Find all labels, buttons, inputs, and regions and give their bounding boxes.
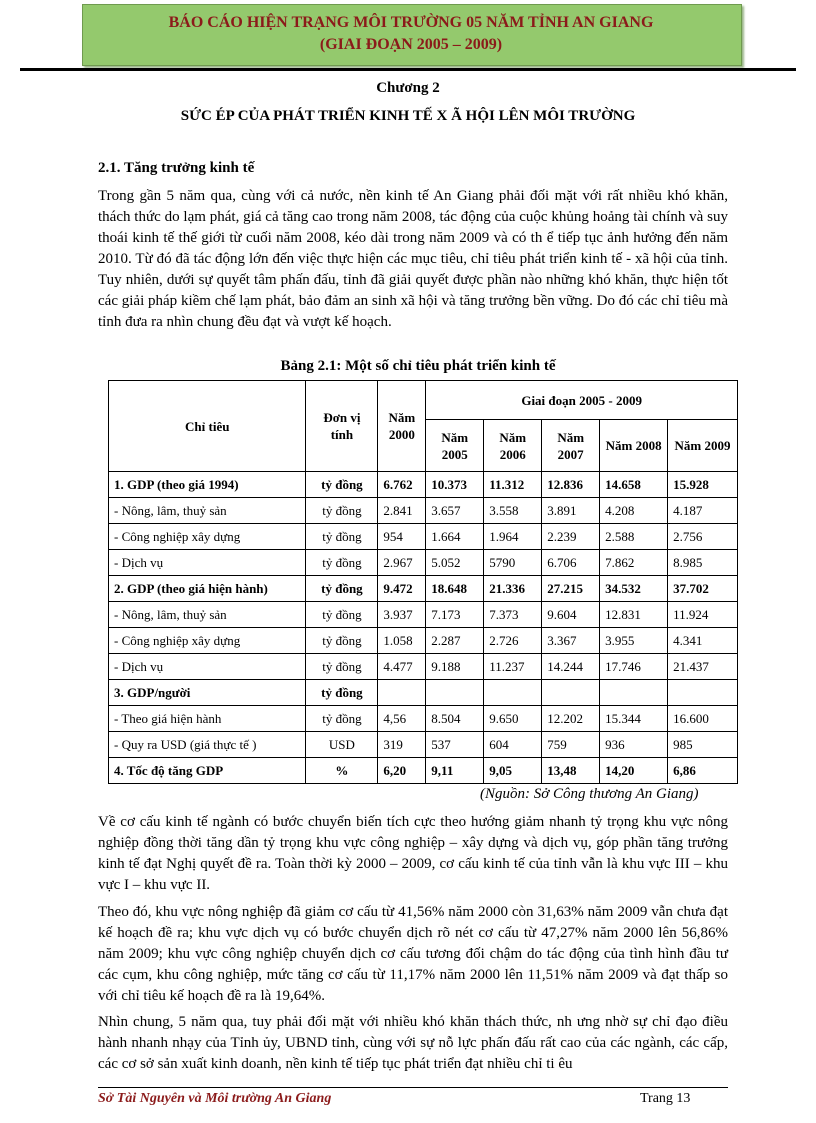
row-value: 37.702 [668, 576, 738, 602]
row-unit: tỷ đồng [306, 706, 378, 732]
table-row [109, 680, 738, 706]
row-value: 985 [668, 732, 738, 758]
row-value: 14.658 [600, 472, 668, 498]
row-value: 2.588 [600, 524, 668, 550]
row-label: 4. Tốc độ tăng GDP [109, 758, 306, 784]
chapter-number: Chương 2 [376, 80, 440, 96]
table-row [109, 576, 738, 602]
row-value: 14,20 [600, 758, 668, 784]
row-value: 6,86 [668, 758, 738, 784]
header-period: Giai đoạn 2005 - 2009 [426, 381, 738, 420]
row-value: 4.341 [668, 628, 738, 654]
row-value [668, 680, 738, 706]
row-value: 7.862 [600, 550, 668, 576]
row-label: 2. GDP (theo giá hiện hành) [109, 576, 306, 602]
header-year-2000: Năm 2000 [378, 381, 426, 472]
row-value: 13,48 [542, 758, 600, 784]
row-label: - Theo giá hiện hành [109, 706, 306, 732]
row-label: - Dịch vụ [109, 654, 306, 680]
row-value: 5.052 [426, 550, 484, 576]
header-divider [20, 68, 796, 71]
paragraph-3: Theo đó, khu vực nông nghiệp đã giảm cơ cấu từ 41,56% năm 2000 còn 31,63% năm 2009 vẫn chưa đạt kế hoạch đề ra; khu vực dịch vụ có bước chuyển dịch rõ nét cơ cấu từ 47,27% năm 2000 lên 56,86% năm 2009; khu vực công nghiệp chuyển dịch cơ cấu tương đối chậm do tác động của tình hình đầu tư các cụm, khu công nghiệp, mức tăng cơ cấu từ 11,17% năm 2000 lên 11,51% năm 2009 và đạt thấp so với chỉ tiêu kế hoạch đề ra là 19,64%. [98, 904, 728, 1004]
row-unit: tỷ đồng [306, 498, 378, 524]
section-heading: 2.1. Tăng trưởng kinh tế [98, 160, 255, 176]
row-unit: tỷ đồng [306, 550, 378, 576]
header-year-2007: Năm 2007 [542, 420, 600, 472]
row-value: 3.367 [542, 628, 600, 654]
table-caption: Bảng 2.1: Một số chỉ tiêu phát triển kinh tế [280, 358, 556, 374]
row-value: 936 [600, 732, 668, 758]
economic-indicators-table [108, 380, 738, 784]
table-row [109, 706, 738, 732]
row-value: 1.058 [378, 628, 426, 654]
row-unit: % [306, 758, 378, 784]
row-unit: tỷ đồng [306, 680, 378, 706]
row-value: 4.208 [600, 498, 668, 524]
row-label: 1. GDP (theo giá 1994) [109, 472, 306, 498]
row-value: 7.373 [484, 602, 542, 628]
row-value: 6,20 [378, 758, 426, 784]
row-label: - Công nghiệp xây dựng [109, 524, 306, 550]
paragraph-4: Nhìn chung, 5 năm qua, tuy phải đối mặt với nhiều khó khăn thách thức, nh ưng nhờ sự chỉ đạo điều hành nhanh nhạy của Tỉnh ủy, UBND tỉnh, cùng với sự nỗ lực phấn đấu rất cao của các ngành, các cấp, các cơ sở sản xuất kinh doanh, nền kinh tế tiếp tục phát triển đạt nhiều chỉ ti êu [98, 1014, 728, 1072]
row-value: 1.664 [426, 524, 484, 550]
row-unit: tỷ đồng [306, 628, 378, 654]
header-indicator: Chỉ tiêu [109, 381, 306, 472]
row-value: 2.967 [378, 550, 426, 576]
row-value [484, 680, 542, 706]
header-year-2009: Năm 2009 [668, 420, 738, 472]
table-row [109, 524, 738, 550]
row-value: 604 [484, 732, 542, 758]
table-row [109, 550, 738, 576]
report-title: BÁO CÁO HIỆN TRẠNG MÔI TRƯỜNG 05 NĂM TỈNH AN GIANG [168, 14, 654, 31]
table-source: (Nguồn: Sở Công thương An Giang) [480, 786, 699, 802]
row-value: 2.726 [484, 628, 542, 654]
footer-divider [98, 1087, 728, 1088]
row-value: 12.831 [600, 602, 668, 628]
row-label: - Công nghiệp xây dựng [109, 628, 306, 654]
row-unit: USD [306, 732, 378, 758]
report-period: (GIAI ĐOẠN 2005 – 2009) [319, 36, 503, 53]
table-row [109, 498, 738, 524]
row-value: 2.756 [668, 524, 738, 550]
row-value: 9.650 [484, 706, 542, 732]
row-value: 537 [426, 732, 484, 758]
row-value: 5790 [484, 550, 542, 576]
row-value: 9,05 [484, 758, 542, 784]
row-value: 10.373 [426, 472, 484, 498]
table-row [109, 732, 738, 758]
row-value: 9.472 [378, 576, 426, 602]
row-value [378, 680, 426, 706]
report-header [82, 12, 740, 56]
row-value: 17.746 [600, 654, 668, 680]
table-row [109, 654, 738, 680]
row-value: 8.985 [668, 550, 738, 576]
row-value [600, 680, 668, 706]
row-value: 9,11 [426, 758, 484, 784]
row-label: - Quy ra USD (giá thực tế ) [109, 732, 306, 758]
row-value: 27.215 [542, 576, 600, 602]
row-unit: tỷ đồng [306, 602, 378, 628]
row-value: 7.173 [426, 602, 484, 628]
table-header-row [109, 381, 738, 420]
row-value: 15.928 [668, 472, 738, 498]
row-value: 16.600 [668, 706, 738, 732]
row-label: 3. GDP/người [109, 680, 306, 706]
row-label: - Dịch vụ [109, 550, 306, 576]
table-row [109, 602, 738, 628]
row-label: - Nông, lâm, thuỷ sản [109, 498, 306, 524]
page-number: Trang 13 [640, 1091, 691, 1106]
row-value: 34.532 [600, 576, 668, 602]
row-value: 6.762 [378, 472, 426, 498]
row-value: 1.964 [484, 524, 542, 550]
row-unit: tỷ đồng [306, 576, 378, 602]
row-value: 759 [542, 732, 600, 758]
header-unit: Đơn vị tính [306, 381, 378, 472]
row-value: 12.202 [542, 706, 600, 732]
chapter-title: SỨC ÉP CỦA PHÁT TRIỂN KINH TẾ X Ã HỘI LÊN MÔI TRƯỜNG [180, 108, 636, 124]
header-year-2008: Năm 2008 [600, 420, 668, 472]
row-value: 3.657 [426, 498, 484, 524]
table-row [109, 472, 738, 498]
row-value: 3.891 [542, 498, 600, 524]
row-value: 15.344 [600, 706, 668, 732]
row-value: 18.648 [426, 576, 484, 602]
row-value: 8.504 [426, 706, 484, 732]
row-value: 3.955 [600, 628, 668, 654]
row-value [426, 680, 484, 706]
row-value: 6.706 [542, 550, 600, 576]
row-value: 11.237 [484, 654, 542, 680]
row-value: 4.477 [378, 654, 426, 680]
footer-organization: Sở Tài Nguyên và Môi trường An Giang [98, 1091, 332, 1106]
paragraph-1: Trong gần 5 năm qua, cùng với cả nước, nền kinh tế An Giang phải đối mặt với rất nhiều khó khăn, thách thức do lạm phát, giá cả tăng cao trong năm 2008, tác động của cuộc khủng hoảng tài chính và suy thoái kinh tế thế giới từ cuối năm 2008, kéo dài trong năm 2009 và có th ể tiếp tục ảnh hưởng đến năm 2010. Từ đó đã tác động lớn đến việc thực hiện các mục tiêu, chỉ tiêu phát triển kinh tế - xã hội của tỉnh. Tuy nhiên, dưới sự quyết tâm phấn đấu, tỉnh đã giải quyết được phần nào những khó khăn, thực hiện tốt các giải pháp kiềm chế lạm phát, bảo đảm an sinh xã hội và tăng trưởng bền vững. Do đó các chỉ tiêu mà tỉnh đưa ra nhìn chung đều đạt và vượt kế hoạch. [98, 188, 728, 330]
row-value: 2.239 [542, 524, 600, 550]
row-value [542, 680, 600, 706]
row-value: 3.937 [378, 602, 426, 628]
row-value: 14.244 [542, 654, 600, 680]
header-year-2006: Năm 2006 [484, 420, 542, 472]
row-value: 4,56 [378, 706, 426, 732]
row-value: 21.336 [484, 576, 542, 602]
row-value: 319 [378, 732, 426, 758]
row-value: 11.924 [668, 602, 738, 628]
row-value: 2.841 [378, 498, 426, 524]
row-value: 21.437 [668, 654, 738, 680]
table-row [109, 758, 738, 784]
row-unit: tỷ đồng [306, 472, 378, 498]
header-year-2005: Năm 2005 [426, 420, 484, 472]
row-unit: tỷ đồng [306, 654, 378, 680]
row-value: 9.604 [542, 602, 600, 628]
row-value: 3.558 [484, 498, 542, 524]
row-value: 4.187 [668, 498, 738, 524]
paragraph-2: Về cơ cấu kinh tế ngành có bước chuyển biến tích cực theo hướng giảm nhanh tỷ trọng khu vực nông nghiệp đồng thời tăng dần tỷ trọng khu vực công nghiệp – xây dựng và dịch vụ, góp phần tăng trưởng kinh tế đạt Nghị quyết đề ra. Toàn thời kỳ 2000 – 2009, cơ cấu kinh tế của tỉnh vẫn là khu vực III – khu vực I – khu vực II. [98, 814, 728, 893]
row-value: 9.188 [426, 654, 484, 680]
table-row [109, 628, 738, 654]
row-value: 12.836 [542, 472, 600, 498]
row-value: 954 [378, 524, 426, 550]
row-label: - Nông, lâm, thuỷ sản [109, 602, 306, 628]
row-value: 2.287 [426, 628, 484, 654]
row-value: 11.312 [484, 472, 542, 498]
row-unit: tỷ đồng [306, 524, 378, 550]
